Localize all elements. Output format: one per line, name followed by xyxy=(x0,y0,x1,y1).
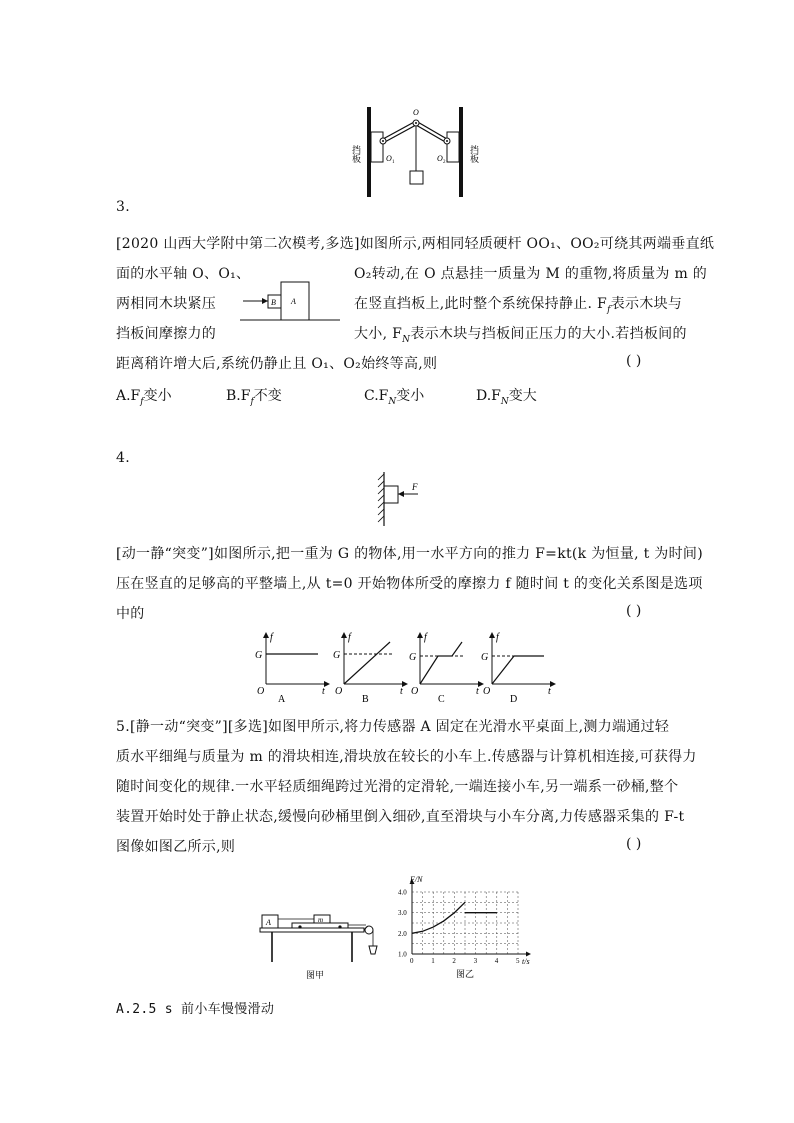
q3-board-diagram xyxy=(340,105,490,200)
point-o2-label: O xyxy=(437,154,443,163)
chart-y-tick-label: 4.0 xyxy=(398,888,407,897)
point-o-label: O xyxy=(413,108,419,117)
q4-line2: 压在竖直的足够高的平整墙上,从 t=0 开始物体所受的摩擦力 f 随时间 t 的变化关系图是选项 xyxy=(116,576,703,592)
q4-graph-b-label: B xyxy=(362,694,369,704)
chart-x-tick-label: 5 xyxy=(516,957,520,965)
q3-line3c: 表示木块与 xyxy=(610,296,683,312)
board-label-left: 挡板 xyxy=(351,145,361,163)
q3-line4b-sub: N xyxy=(402,334,411,345)
q4-line1: [动一静“突变”]如图所示,把一重为 G 的物体,用一水平方向的推力 F=kt(k 为恒量, t 为时间) xyxy=(116,546,703,562)
q3-block-inset xyxy=(240,278,340,324)
q3-option-b-prefix: B.F xyxy=(226,388,251,404)
q3-option-c[interactable] xyxy=(364,385,424,407)
q4-graph-c-label: C xyxy=(438,694,445,704)
q5-figure-b-chart xyxy=(384,872,544,984)
q4-graph-a-x: t xyxy=(322,686,325,697)
board-label-right: 挡板 xyxy=(469,145,479,163)
q3-option-c-sub: N xyxy=(388,396,397,407)
point-o1-sub: 1 xyxy=(392,160,395,165)
q5-answer-paren: ( ) xyxy=(626,836,642,852)
q5-slider-label: m xyxy=(318,916,324,924)
q3-line5: 距离稍许增大后,系统仍静止且 O₁、O₂始终等高,则 xyxy=(116,356,438,372)
q3-option-a-prefix: A.F xyxy=(116,388,141,404)
q4-graph-b-y: f xyxy=(348,632,351,643)
chart-y-tick-label: 1.0 xyxy=(398,950,407,959)
inset-b-label: B xyxy=(271,298,276,307)
q3-option-a-sub: f xyxy=(140,396,144,407)
q3-option-d-sub: N xyxy=(500,396,509,407)
q4-graph-c-g: G xyxy=(409,652,417,663)
q5-chart-ylabel: F/N xyxy=(410,875,423,884)
q4-graph-b[interactable] xyxy=(330,630,410,704)
q5-chart-xlabel: t/s xyxy=(522,957,530,966)
q4-graph-a-label: A xyxy=(278,694,286,704)
q4-graph-b-o: O xyxy=(335,686,343,697)
q4-graph-a-o: O xyxy=(257,686,265,697)
q4-graph-a-y: f xyxy=(270,632,273,643)
chart-x-tick-label: 1 xyxy=(431,957,435,965)
q3-line4a: 挡板间摩擦力的 xyxy=(116,326,217,342)
q3-option-b[interactable] xyxy=(226,385,282,407)
q4-wall-diagram xyxy=(372,470,432,528)
chart-x-tick-label: 3 xyxy=(473,957,478,965)
q4-graph-b-x: t xyxy=(400,686,403,697)
q5-fig-a-caption: 图甲 xyxy=(306,970,325,980)
q4-graph-d-o: O xyxy=(483,686,491,697)
q5-sensor-label: A xyxy=(266,918,271,927)
q3-line3 xyxy=(354,293,682,315)
chart-y-tick-label: 2.0 xyxy=(398,929,407,938)
q3-line1: [2020 山西大学附中第二次模考,多选]如图所示,两相同轻质硬杆 OO₁、OO₂可绕其两端垂直纸 xyxy=(116,236,715,252)
q3-option-a[interactable] xyxy=(116,385,172,407)
q4-number: 4. xyxy=(116,450,130,466)
q3-option-d[interactable] xyxy=(476,385,537,407)
q3-line4b: 大小, F xyxy=(354,326,403,342)
chart-series-line xyxy=(412,902,465,933)
q5-fig-b-caption: 图乙 xyxy=(456,969,475,979)
q3-line4 xyxy=(354,323,687,345)
q4-graph-a[interactable] xyxy=(252,630,332,704)
q3-option-c-prefix: C.F xyxy=(364,388,389,404)
q4-graph-d-label: D xyxy=(510,694,518,704)
chart-y-tick-label: 3.0 xyxy=(398,909,407,918)
q3-option-d-prefix: D.F xyxy=(476,388,501,404)
q4-graph-b-g: G xyxy=(333,650,341,661)
q3-option-d-text: 变大 xyxy=(508,388,537,404)
point-o2-sub: 2 xyxy=(443,160,446,165)
q5-line5: 图像如图乙所示,则 xyxy=(116,839,236,855)
q5-line3: 随时间变化的规律.一水平轻质细绳跨过光滑的定滑轮,一端连接小车,另一端系一砂桶,整个 xyxy=(116,779,679,795)
q4-answer-paren: ( ) xyxy=(626,603,642,619)
q4-graph-d-y: f xyxy=(496,632,499,643)
q5-line2: 质水平细绳与质量为 m 的滑块相连,滑块放在较长的小车上.传感器与计算机相连接,可获得力 xyxy=(116,749,697,765)
q3-line2a: 面的水平轴 O、O₁、 xyxy=(116,266,251,282)
q5-line1: 5.[静一动“突变”][多选]如图甲所示,将力传感器 A 固定在光滑水平桌面上,测力端通过轻 xyxy=(116,719,670,735)
q4-graph-d-g: G xyxy=(481,652,489,663)
q3-option-b-sub: f xyxy=(250,396,254,407)
q5-option-a[interactable]: A.2.5 s 前小车慢慢滑动 xyxy=(116,1002,275,1017)
q4-graph-a-g: G xyxy=(255,650,263,661)
point-o1-label: O xyxy=(386,154,392,163)
q4-graph-c-y: f xyxy=(424,632,427,643)
q5-figure-a xyxy=(256,900,386,980)
q4-graph-c-x: t xyxy=(476,686,479,697)
q3-number: 3. xyxy=(116,199,130,215)
chart-x-tick-label: 2 xyxy=(452,957,456,965)
q4-force-label: F xyxy=(412,482,418,492)
q3-line2b: O₂转动,在 O 点悬挂一质量为 M 的重物,将质量为 m 的 xyxy=(354,266,708,282)
q3-line3b-sub: f xyxy=(607,304,611,315)
inset-a-label: A xyxy=(291,297,296,306)
q4-line3: 中的 xyxy=(116,606,145,622)
q4-graph-d-x: t xyxy=(548,686,551,697)
q5-line4: 装置开始时处于静止状态,缓慢向砂桶里倒入细砂,直至滑块与小车分离,力传感器采集的 F-t xyxy=(116,809,685,825)
q3-line3b: 在竖直挡板上,此时整个系统保持静止. F xyxy=(354,296,608,312)
q3-option-c-text: 变小 xyxy=(396,388,425,404)
q4-graph-d[interactable] xyxy=(478,630,558,704)
q4-graph-c[interactable] xyxy=(406,630,489,704)
q3-answer-paren: ( ) xyxy=(626,353,642,369)
chart-x-tick-label: 4 xyxy=(494,957,499,965)
q3-option-a-text: 变小 xyxy=(143,388,172,404)
q4-graph-c-o: O xyxy=(411,686,419,697)
q3-option-b-text: 不变 xyxy=(253,388,282,404)
chart-x-tick-label: 0 xyxy=(410,957,414,965)
q3-line3a: 两相同木块紧压 xyxy=(116,296,217,312)
chart-x-axis-arrow xyxy=(526,952,531,957)
q3-line4c: 表示木块与挡板间正压力的大小.若挡板间的 xyxy=(410,326,687,342)
